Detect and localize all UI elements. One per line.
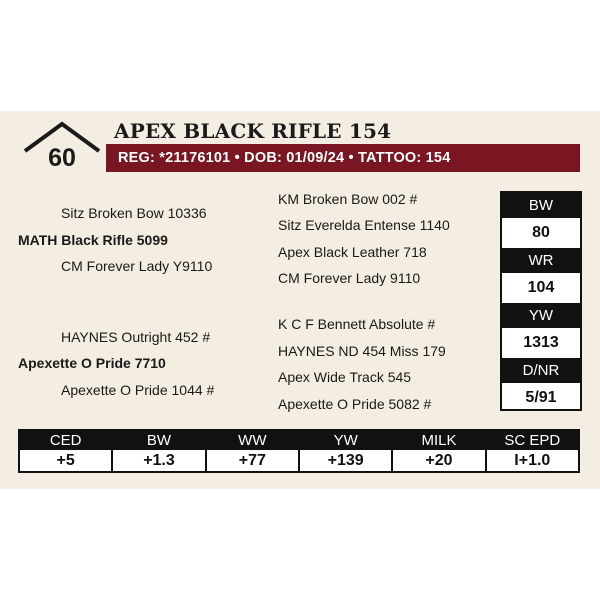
great-grandparent: CM Forever Lady 9110: [278, 270, 421, 286]
epd-column: [485, 431, 578, 471]
epd-label: MILK: [393, 431, 484, 450]
epd-value: +1.3: [143, 451, 175, 469]
measure-value: 1313: [523, 334, 559, 351]
epd-column: [111, 431, 204, 471]
actual-measures-box: [500, 191, 582, 411]
epd-value: +20: [425, 451, 453, 469]
epd-label: BW: [113, 431, 204, 450]
epd-column: [391, 431, 484, 471]
great-grandparent: K C F Bennett Absolute #: [278, 316, 436, 332]
dam-dam: Apexette O Pride 1044 #: [61, 382, 215, 398]
epd-value: +139: [327, 451, 364, 469]
great-grandparent: Sitz Everelda Entense 1140: [278, 217, 450, 233]
sire: MATH Black Rifle 5099: [18, 232, 168, 248]
epd-column: [298, 431, 391, 471]
epd-table: [18, 429, 580, 473]
epd-label: WW: [207, 431, 298, 450]
epd-label: YW: [300, 431, 391, 450]
registration-text: REG: *21176101 • DOB: 01/09/24 • TATTOO: 154: [118, 150, 451, 166]
epd-label: SC EPD: [487, 431, 578, 450]
dam-sire: HAYNES Outright 452 #: [61, 329, 211, 345]
dam: Apexette O Pride 7710: [18, 355, 166, 371]
lot-number: 60: [48, 144, 76, 172]
measure-label: D/NR: [502, 358, 580, 383]
measure-label: WR: [502, 248, 580, 273]
great-grandparent: Apex Black Leather 718: [278, 244, 427, 260]
epd-label: CED: [20, 431, 111, 450]
epd-column: [205, 431, 298, 471]
great-grandparent: HAYNES ND 454 Miss 179: [278, 343, 446, 359]
measure-value: 80: [532, 224, 550, 241]
great-grandparent: Apex Wide Track 545: [278, 369, 412, 385]
measure-label: YW: [502, 303, 580, 328]
epd-value: +5: [56, 451, 75, 469]
epd-value: I+1.0: [514, 451, 551, 469]
registration-bar: [106, 144, 580, 172]
sire-sire: Sitz Broken Bow 10336: [61, 205, 207, 221]
measure-label: BW: [502, 193, 580, 218]
epd-column: [20, 431, 111, 471]
measure-value: 104: [527, 279, 555, 296]
epd-value: +77: [238, 451, 266, 469]
measure-value: 5/91: [525, 389, 557, 406]
great-grandparent: KM Broken Bow 002 #: [278, 191, 418, 207]
sire-dam: CM Forever Lady Y9110: [61, 258, 213, 274]
great-grandparent: Apexette O Pride 5082 #: [278, 396, 432, 412]
animal-name: APEX BLACK RIFLE 154: [114, 119, 392, 143]
